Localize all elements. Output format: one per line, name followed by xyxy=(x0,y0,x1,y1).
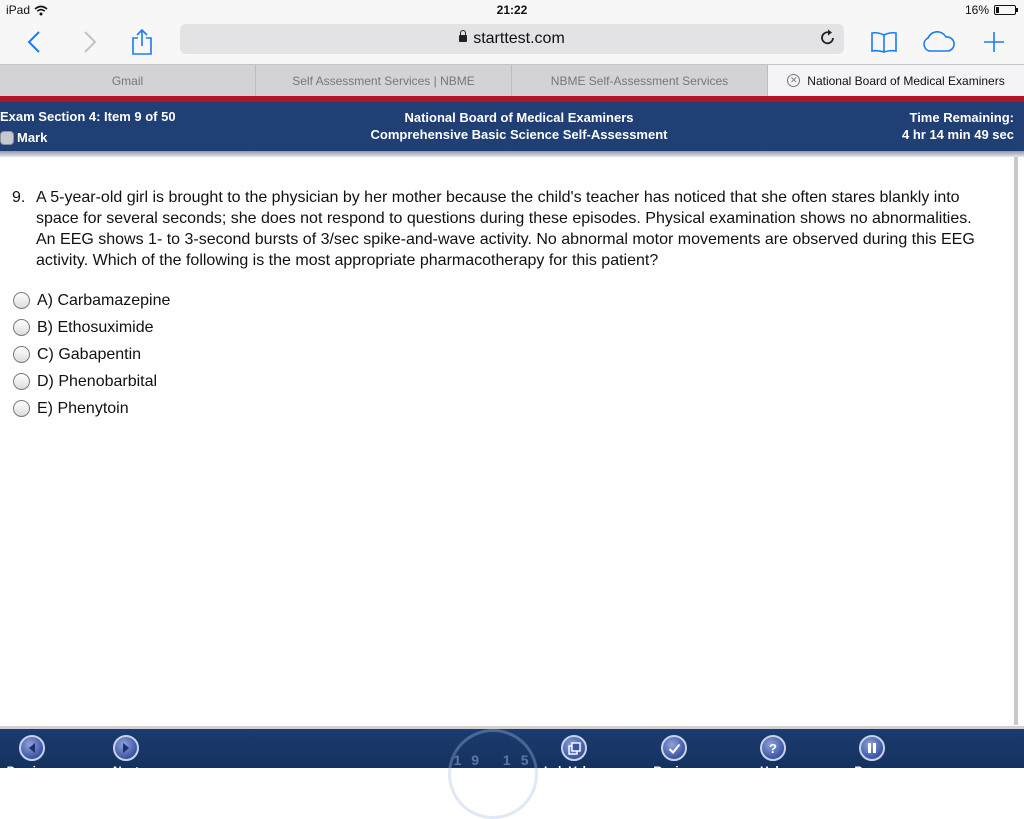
next-button[interactable]: Next xyxy=(96,735,156,778)
tab-gmail[interactable]: Gmail xyxy=(0,65,256,96)
answer-option-c[interactable]: C) Gabapentin xyxy=(13,341,170,368)
previous-button[interactable]: Previous xyxy=(2,735,62,778)
tab-nbme-self-assessment[interactable]: NBME Self-Assessment Services xyxy=(512,65,768,96)
radio-button-icon[interactable] xyxy=(13,292,30,309)
answer-option-e[interactable]: E) Phenytoin xyxy=(13,395,170,422)
question-number: 9. xyxy=(12,189,26,206)
pause-button[interactable]: Pause xyxy=(842,735,902,778)
previous-arrow-icon xyxy=(19,735,45,761)
mark-checkbox[interactable] xyxy=(0,130,47,145)
bookmarks-icon[interactable] xyxy=(868,26,900,58)
back-chevron-icon[interactable] xyxy=(18,26,50,58)
radio-button-icon[interactable] xyxy=(13,400,30,417)
exam-header xyxy=(0,102,1024,151)
exam-subtitle: Comprehensive Basic Science Self-Assessment xyxy=(370,127,668,142)
mark-label: Mark xyxy=(17,130,48,145)
new-tab-plus-icon[interactable] xyxy=(978,26,1010,58)
share-icon[interactable] xyxy=(126,26,158,58)
nbme-seal-logo: 19 15 xyxy=(448,729,538,819)
exam-section-item: Exam Section 4: Item 9 of 50 xyxy=(0,109,176,124)
time-remaining-label: Time Remaining: xyxy=(909,110,1014,125)
pause-icon xyxy=(859,735,885,761)
url-text: starttest.com xyxy=(473,30,565,47)
radio-button-icon[interactable] xyxy=(13,346,30,363)
question-icon: ? xyxy=(760,735,786,761)
battery-percent: 16% xyxy=(964,3,989,17)
exam-navigation-bar xyxy=(0,726,1024,778)
checkmark-icon xyxy=(661,735,687,761)
answer-option-a[interactable]: A) Carbamazepine xyxy=(13,287,170,314)
lock-icon xyxy=(459,35,467,42)
help-button[interactable]: ? Help xyxy=(743,735,803,778)
tab-national-board[interactable]: ✕ National Board of Medical Examiners xyxy=(768,65,1024,96)
question-stem xyxy=(12,187,982,271)
lab-values-button[interactable]: Lab Values xyxy=(544,735,604,778)
question-text: A 5-year-old girl is brought to the physician by her mother because the child's teacher has noticed that she often stares blankly into space for several seconds; she does not respond to questions during these episodes. Physical examination shows no abnormalities. An EEG shows 1- to 3-second bursts of 3/sec spike-and-wave activity. No abnormal motor movements are observed during this EEG activity. Which of the following is the most appropriate pharmacotherapy for this patient? xyxy=(36,189,975,269)
mark-check-icon[interactable] xyxy=(0,131,14,145)
battery-icon xyxy=(994,5,1016,15)
radio-button-icon[interactable] xyxy=(13,373,30,390)
exam-title: National Board of Medical Examiners xyxy=(404,110,634,125)
status-time: 21:22 xyxy=(496,3,528,17)
address-bar[interactable] xyxy=(180,24,844,54)
forward-chevron-icon[interactable] xyxy=(74,26,106,58)
answer-option-d[interactable]: D) Phenobarbital xyxy=(13,368,170,395)
device-name: iPad xyxy=(6,3,31,17)
tab-self-assessment-services[interactable]: Self Assessment Services | NBME xyxy=(256,65,512,96)
browser-toolbar xyxy=(0,20,1024,64)
icloud-tabs-icon[interactable] xyxy=(922,26,954,58)
question-panel xyxy=(0,157,1018,725)
ios-status-bar xyxy=(0,0,1024,20)
next-arrow-icon xyxy=(113,735,139,761)
lab-values-icon xyxy=(561,735,587,761)
review-button[interactable]: Review xyxy=(644,735,704,778)
close-tab-icon[interactable]: ✕ xyxy=(787,74,800,87)
reload-icon[interactable] xyxy=(820,29,836,52)
time-remaining-value: 4 hr 14 min 49 sec xyxy=(901,127,1014,142)
radio-button-icon[interactable] xyxy=(13,319,30,336)
answer-options xyxy=(13,287,170,422)
browser-tabs xyxy=(0,64,1024,96)
answer-option-b[interactable]: B) Ethosuximide xyxy=(13,314,170,341)
